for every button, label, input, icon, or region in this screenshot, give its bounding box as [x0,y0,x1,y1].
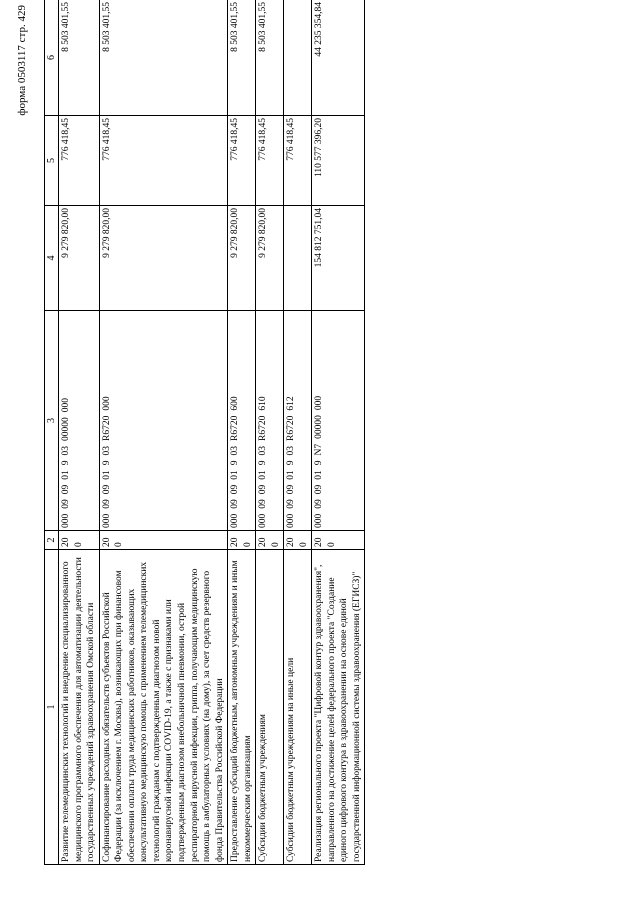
row-approved: 9 279 820,00 [59,206,100,311]
code-part: 00000 [61,417,72,441]
code-part: 09 [61,484,72,495]
code-part: R6720 [230,415,241,441]
code-part: 09 [230,499,241,509]
code-part: 000 [61,398,72,413]
header-col-1: 1 [45,550,59,865]
code-part: 09 [61,499,72,509]
code-part: 9 [230,460,241,466]
code-part: 01 [230,470,241,480]
row-executed: 776 418,45 [99,116,227,206]
row-executed: 776 418,45 [59,116,100,206]
code-part: 01 [314,470,325,480]
row-unexecuted: 8 503 401,55 [59,0,100,116]
code-part: 00000 [314,415,325,439]
row-unexecuted: 8 503 401,55 [256,0,284,116]
code-part: 09 [286,484,297,495]
row-name: Реализация регионального проекта "Цифровой контур здравоохранения", направленного на достижение целей федерального проекта "Создание единого цифрового контура в здравоохранении на основе единой государственной информационной системы здравоохранения (ЕГИСЗ)" [312,550,365,865]
row-executed: 776 418,45 [256,116,284,206]
table-row [59,0,100,865]
code-part: 03 [258,446,269,456]
row-budget-code [312,311,365,531]
code-part: 000 [314,513,325,528]
code-part: 09 [258,484,269,495]
code-part: 000 [314,395,325,411]
budget-table [44,0,365,865]
code-part: 03 [61,446,72,456]
code-part: 000 [230,513,241,528]
row-approved: 9 279 820,00 [256,206,284,311]
code-part: R6720 [101,415,112,441]
code-part: 9 [314,460,325,466]
code-part: 000 [61,513,72,528]
row-executed: 776 418,45 [228,116,256,206]
code-part: 000 [258,513,269,528]
row-unexecuted: 44 235 354,84 [312,0,365,116]
code-part: 09 [101,484,112,495]
row-budget-code [228,311,256,531]
header-col-2: 2 [45,531,59,550]
code-part: 03 [101,446,112,456]
code-part: 000 [286,513,297,528]
row-approved [284,206,312,311]
row-budget-code [59,311,100,531]
table-row [256,0,284,865]
table-row [99,0,227,865]
header-col-5: 5 [45,116,59,206]
row-unexecuted [284,0,312,116]
code-part: 09 [258,499,269,509]
code-part: 09 [314,484,325,495]
header-col-4: 4 [45,206,59,311]
table-row [312,0,365,865]
table-row [228,0,256,865]
row-line-code: 200 [59,531,100,550]
code-part: 09 [314,499,325,509]
row-line-code: 200 [99,531,227,550]
code-part: 09 [101,499,112,509]
code-part: 01 [101,470,112,480]
code-part: 610 [258,396,269,411]
row-line-code: 200 [228,531,256,550]
code-part: 612 [286,396,297,411]
row-name: Софинансирование расходных обязательств субъектов Российской Федерации (за исключением г. Москвы), возникающих при финансовом обеспечении оплаты труда медицинских работников, оказывающих консультативную медицинскую помощь с применением телемедицинских технологий гражданам с подтвержденным диагнозом новой коронавирусной инфекции COVID-19, а также с признаками или подтвержденным диагнозом внебольничной пневмонии, острой респираторной вирусной инфекции, гриппа, получающим медицинскую помощь в амбулаторных условиях (на дому), за счет средств резервного фонда Правительства Российской Федерации [99,550,227,865]
code-part: 9 [286,460,297,466]
row-line-code: 200 [284,531,312,550]
row-unexecuted: 8 503 401,55 [99,0,227,116]
header-col-6: 6 [45,0,59,116]
code-part: R6720 [258,415,269,441]
row-name: Предоставление субсидий бюджетным, автономным учреждениям и иным некоммерческим организациям [228,550,256,865]
code-part: 01 [286,470,297,480]
row-name: Субсидии бюджетным учреждениям [256,550,284,865]
row-executed: 110 577 396,20 [312,116,365,206]
table-row [284,0,312,865]
code-part: 9 [258,460,269,466]
header-col-3: 3 [45,311,59,531]
code-part: 09 [286,499,297,509]
code-part: 000 [101,396,112,411]
row-line-code: 200 [256,531,284,550]
code-part: 9 [101,460,112,466]
code-part: 09 [230,484,241,495]
code-part: 01 [258,470,269,480]
code-part: 600 [230,396,241,411]
row-budget-code [256,311,284,531]
code-part: R6720 [286,415,297,441]
row-unexecuted: 8 503 401,55 [228,0,256,116]
row-line-code: 200 [312,531,365,550]
code-part: 9 [61,460,72,466]
form-label: форма 0503117 стр. 429 [16,5,28,116]
row-approved: 154 812 751,04 [312,206,365,311]
code-part: 03 [286,446,297,456]
row-approved: 9 279 820,00 [99,206,227,311]
row-name: Развитие телемедицинских технологий и внедрение специализированного медицинского программного обеспечения для автоматизации деятельности государственных учреждений здравоохранения Омской области [59,550,100,865]
row-budget-code [284,311,312,531]
row-executed: 776 418,45 [284,116,312,206]
code-part: 01 [61,470,72,480]
code-part: N7 [314,443,325,456]
row-budget-code [99,311,227,531]
row-name: Субсидии бюджетным учреждениям на иные цели [284,550,312,865]
row-approved: 9 279 820,00 [228,206,256,311]
table-header-row [45,0,59,865]
code-part: 03 [230,446,241,456]
code-part: 000 [101,513,112,528]
